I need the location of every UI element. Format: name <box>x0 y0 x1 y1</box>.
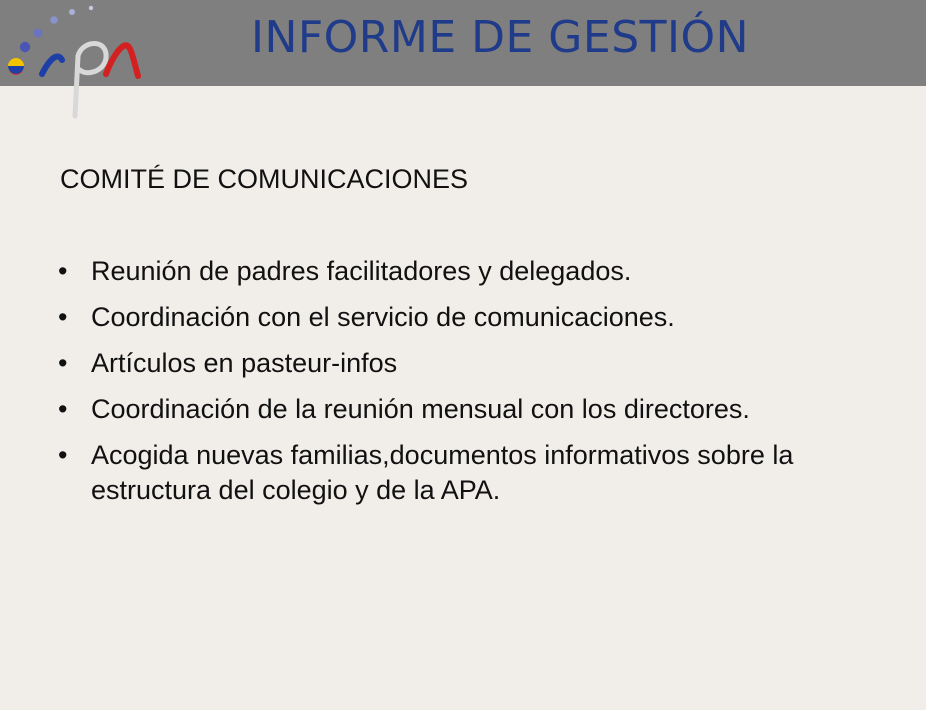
bullet-list <box>58 254 858 519</box>
bullet-item <box>58 438 858 508</box>
bullet-icon: • <box>58 302 68 332</box>
bullet-text: Artículos en pasteur-infos <box>91 348 398 378</box>
bullet-icon: • <box>58 440 68 470</box>
bullet-text: Acogida nuevas familias,documentos informativos sobre la estructura del colegio y de la APA. <box>91 440 794 505</box>
bullet-icon: • <box>58 348 68 378</box>
bullet-item <box>58 300 858 335</box>
bullet-item <box>58 392 858 427</box>
slide-title: INFORME DE GESTIÓN <box>250 12 750 63</box>
bullet-text: Coordinación de la reunión mensual con los directores. <box>91 394 750 424</box>
bullet-text: Reunión de padres facilitadores y delegados. <box>91 256 632 286</box>
bullet-item <box>58 346 858 381</box>
section-heading: COMITÉ DE COMUNICACIONES <box>60 164 469 194</box>
apa-logo <box>0 0 150 120</box>
bullet-icon: • <box>58 394 68 424</box>
bullet-icon: • <box>58 256 68 286</box>
bullet-item <box>58 254 858 289</box>
bullet-text: Coordinación con el servicio de comunicaciones. <box>91 302 675 332</box>
